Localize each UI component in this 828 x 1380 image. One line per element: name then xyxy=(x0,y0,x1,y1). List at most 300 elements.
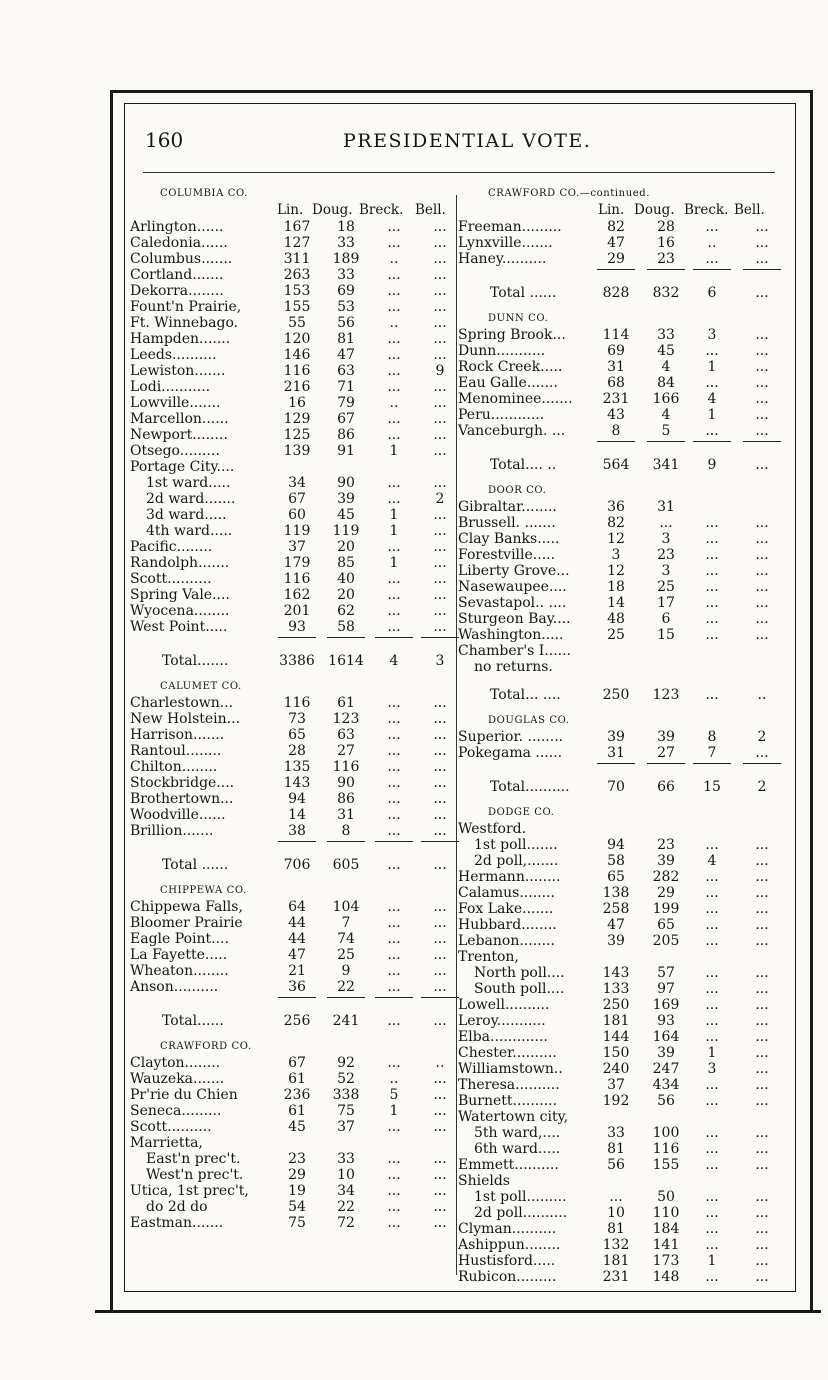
douglas-votes: 40 xyxy=(337,571,355,587)
douglas-votes: 338 xyxy=(332,1087,360,1103)
bell-votes: ... xyxy=(433,899,447,915)
bottom-rule xyxy=(95,1310,821,1313)
lincoln-votes: 93 xyxy=(288,619,306,635)
table-row xyxy=(130,1183,452,1199)
bell-votes: ... xyxy=(755,251,769,267)
bell-votes: ... xyxy=(433,931,447,947)
bell-votes: ... xyxy=(433,963,447,979)
douglas-votes: 45 xyxy=(337,507,355,523)
lincoln-votes: 258 xyxy=(602,901,630,917)
table-row xyxy=(130,695,452,711)
lincoln-votes: 828 xyxy=(602,285,630,301)
table-row xyxy=(458,547,778,563)
lincoln-votes: 3 xyxy=(611,547,621,563)
douglas-votes: 169 xyxy=(652,997,680,1013)
lincoln-votes: 45 xyxy=(288,1119,306,1135)
rule-line xyxy=(693,763,731,764)
lincoln-votes: 61 xyxy=(288,1071,306,1087)
place-name: West'n prec't. xyxy=(146,1167,244,1183)
breckinridge-votes: .. xyxy=(389,395,399,411)
breckinridge-votes: ... xyxy=(387,727,401,743)
table-row xyxy=(458,869,778,885)
place-name: Columbus....... xyxy=(130,251,233,267)
table-row xyxy=(130,491,452,507)
douglas-votes: 16 xyxy=(657,235,675,251)
douglas-votes: 141 xyxy=(652,1237,680,1253)
lincoln-votes: 55 xyxy=(288,315,306,331)
table-row xyxy=(130,363,452,379)
douglas-votes: 27 xyxy=(657,745,675,761)
place-name: Brothertown... xyxy=(130,791,234,807)
county-heading xyxy=(130,883,452,899)
column-header: Lin. xyxy=(277,202,304,218)
lincoln-votes: 236 xyxy=(283,1087,311,1103)
breckinridge-votes: ... xyxy=(387,1119,401,1135)
breckinridge-votes: ... xyxy=(705,343,719,359)
douglas-votes: 25 xyxy=(337,947,355,963)
douglas-votes: 31 xyxy=(657,499,675,515)
breckinridge-votes: 5 xyxy=(389,1087,399,1103)
place-name: Caledonia...... xyxy=(130,235,228,251)
bell-votes: ... xyxy=(433,427,447,443)
lincoln-votes: 94 xyxy=(288,791,306,807)
breckinridge-votes: ... xyxy=(387,1167,401,1183)
place-name: Leeds.......... xyxy=(130,347,217,363)
table-row xyxy=(130,791,452,807)
breckinridge-votes: ... xyxy=(387,931,401,947)
douglas-votes: 97 xyxy=(657,981,675,997)
place-name: Dunn........... xyxy=(458,343,546,359)
place-name: Dekorra........ xyxy=(130,283,224,299)
table-row xyxy=(458,1013,778,1029)
table-row xyxy=(130,1103,452,1119)
table-row xyxy=(458,853,778,869)
lincoln-votes: 181 xyxy=(602,1013,630,1029)
place-name: Haney.......... xyxy=(458,251,547,267)
rule-line xyxy=(278,637,316,638)
douglas-votes: 53 xyxy=(337,299,355,315)
douglas-votes: 71 xyxy=(337,379,355,395)
table-row xyxy=(458,1109,778,1125)
breckinridge-votes: ... xyxy=(387,603,401,619)
bell-votes: ... xyxy=(755,837,769,853)
breckinridge-votes: 1 xyxy=(707,359,717,375)
table-row xyxy=(458,563,778,579)
county-name: DOOR CO. xyxy=(488,485,547,496)
breckinridge-votes: ... xyxy=(387,347,401,363)
place-name: Clay Banks..... xyxy=(458,531,560,547)
table-row xyxy=(458,515,778,531)
place-name: Chamber's I...... xyxy=(458,643,572,659)
table-row xyxy=(458,579,778,595)
breckinridge-votes: ... xyxy=(387,363,401,379)
table-row xyxy=(458,885,778,901)
table-row xyxy=(458,1029,778,1045)
douglas-votes: 79 xyxy=(337,395,355,411)
place-name: Sturgeon Bay.... xyxy=(458,611,571,627)
table-row xyxy=(130,1087,452,1103)
lincoln-votes: 37 xyxy=(607,1077,625,1093)
lincoln-votes: 73 xyxy=(288,711,306,727)
breckinridge-votes: ... xyxy=(387,571,401,587)
breckinridge-votes: ... xyxy=(705,997,719,1013)
bell-votes: ... xyxy=(433,315,447,331)
lincoln-votes: 132 xyxy=(602,1237,630,1253)
douglas-votes: 116 xyxy=(652,1141,680,1157)
douglas-votes: 39 xyxy=(657,1045,675,1061)
douglas-votes: 86 xyxy=(337,427,355,443)
douglas-votes: 47 xyxy=(337,347,355,363)
breckinridge-votes: 6 xyxy=(707,285,717,301)
douglas-votes: 15 xyxy=(657,627,675,643)
douglas-votes: 166 xyxy=(652,391,680,407)
bell-votes: ... xyxy=(755,901,769,917)
breckinridge-votes: ... xyxy=(705,563,719,579)
rule-line xyxy=(327,997,365,998)
place-name: Eagle Point.... xyxy=(130,931,229,947)
place-name: Rubicon......... xyxy=(458,1269,557,1285)
table-row xyxy=(130,931,452,947)
place-name: La Fayette..... xyxy=(130,947,228,963)
lincoln-votes: 54 xyxy=(288,1199,306,1215)
lincoln-votes: 34 xyxy=(288,475,306,491)
county-name: DUNN CO. xyxy=(488,313,549,324)
douglas-votes: 90 xyxy=(337,475,355,491)
douglas-votes: 123 xyxy=(332,711,360,727)
table-row xyxy=(130,743,452,759)
place-name: Fount'n Prairie, xyxy=(130,299,242,315)
douglas-votes: 33 xyxy=(657,327,675,343)
rule-line xyxy=(375,637,413,638)
table-row xyxy=(458,595,778,611)
column-header: Doug. xyxy=(312,202,353,218)
lincoln-votes: 38 xyxy=(288,823,306,839)
bell-votes: ... xyxy=(433,711,447,727)
breckinridge-votes: ... xyxy=(387,619,401,635)
douglas-votes: 4 xyxy=(661,359,671,375)
douglas-votes: 116 xyxy=(332,759,360,775)
breckinridge-votes: ... xyxy=(705,1077,719,1093)
page-number: 160 xyxy=(145,128,184,152)
rule-line xyxy=(421,841,459,842)
lincoln-votes: 153 xyxy=(283,283,311,299)
lincoln-votes: 10 xyxy=(607,1205,625,1221)
column-header: Bell. xyxy=(415,202,446,218)
bell-votes: ... xyxy=(433,1071,447,1087)
total-row xyxy=(130,857,452,873)
county-heading xyxy=(130,1039,452,1055)
place-name: Utica, 1st prec't, xyxy=(130,1183,249,1199)
table-row xyxy=(458,627,778,643)
bell-votes: ... xyxy=(755,853,769,869)
rule-line xyxy=(597,763,635,764)
douglas-votes: 18 xyxy=(337,219,355,235)
place-name: Rantoul........ xyxy=(130,743,222,759)
douglas-votes: 148 xyxy=(652,1269,680,1285)
douglas-votes: 247 xyxy=(652,1061,680,1077)
table-row xyxy=(130,807,452,823)
breckinridge-votes: ... xyxy=(705,531,719,547)
place-name: Hubbard........ xyxy=(458,917,557,933)
breckinridge-votes: ... xyxy=(387,791,401,807)
place-name: 1st poll......... xyxy=(474,1189,567,1205)
rule-line xyxy=(597,269,635,270)
bell-votes: ... xyxy=(755,531,769,547)
breckinridge-votes: ... xyxy=(705,1093,719,1109)
breckinridge-votes: ... xyxy=(387,235,401,251)
douglas-votes: 39 xyxy=(657,729,675,745)
place-name: Cortland....... xyxy=(130,267,224,283)
rule-line xyxy=(743,763,781,764)
place-name: Pokegama ...... xyxy=(458,745,563,761)
county-heading xyxy=(458,713,778,729)
douglas-votes: 34 xyxy=(337,1183,355,1199)
bell-votes: ... xyxy=(755,1045,769,1061)
breckinridge-votes: ... xyxy=(705,579,719,595)
bell-votes: ... xyxy=(755,1253,769,1269)
place-name: Woodville...... xyxy=(130,807,226,823)
breckinridge-votes: .. xyxy=(389,251,399,267)
rule-line xyxy=(693,269,731,270)
bell-votes: ... xyxy=(433,347,447,363)
table-row xyxy=(458,1061,778,1077)
place-name: Ft. Winnebago. xyxy=(130,315,239,331)
bell-votes: ... xyxy=(755,997,769,1013)
breckinridge-votes: ... xyxy=(387,775,401,791)
breckinridge-votes: ... xyxy=(387,1199,401,1215)
breckinridge-votes: ... xyxy=(705,251,719,267)
douglas-votes: 67 xyxy=(337,411,355,427)
lincoln-votes: 19 xyxy=(288,1183,306,1199)
lincoln-votes: 139 xyxy=(283,443,311,459)
place-name: Nasewaupee.... xyxy=(458,579,567,595)
lincoln-votes: 68 xyxy=(607,375,625,391)
breckinridge-votes: 1 xyxy=(389,523,399,539)
breckinridge-votes: 1 xyxy=(707,1253,717,1269)
place-name: Seneca......... xyxy=(130,1103,222,1119)
breckinridge-votes: 1 xyxy=(389,1103,399,1119)
rule-line xyxy=(421,637,459,638)
table-row xyxy=(458,1157,778,1173)
breckinridge-votes: ... xyxy=(387,379,401,395)
breckinridge-votes: ... xyxy=(705,1269,719,1285)
place-name: Westford. xyxy=(458,821,527,837)
bell-votes: ... xyxy=(755,391,769,407)
lincoln-votes: 33 xyxy=(607,1125,625,1141)
place-name: Wauzeka....... xyxy=(130,1071,225,1087)
rule-line xyxy=(278,841,316,842)
table-row xyxy=(130,443,452,459)
lincoln-votes: 311 xyxy=(283,251,311,267)
douglas-votes: 56 xyxy=(657,1093,675,1109)
douglas-votes: 39 xyxy=(657,853,675,869)
bell-votes: ... xyxy=(433,219,447,235)
rule-line xyxy=(597,441,635,442)
lincoln-votes: 61 xyxy=(288,1103,306,1119)
table-row xyxy=(130,1135,452,1151)
douglas-votes: 9 xyxy=(341,963,351,979)
breckinridge-votes: 1 xyxy=(389,443,399,459)
bell-votes: ... xyxy=(433,979,447,995)
bell-votes: ... xyxy=(433,395,447,411)
place-name: Hampden....... xyxy=(130,331,231,347)
place-name: Stockbridge.... xyxy=(130,775,235,791)
lincoln-votes: 12 xyxy=(607,563,625,579)
breckinridge-votes: 1 xyxy=(707,1045,717,1061)
table-row xyxy=(130,379,452,395)
lincoln-votes: 18 xyxy=(607,579,625,595)
place-name: Emmett.......... xyxy=(458,1157,559,1173)
bell-votes: ... xyxy=(755,1125,769,1141)
place-name: 2d ward....... xyxy=(146,491,236,507)
bell-votes: ... xyxy=(433,823,447,839)
lincoln-votes: 162 xyxy=(283,587,311,603)
douglas-votes: 123 xyxy=(652,687,680,703)
page-title: PRESIDENTIAL VOTE. xyxy=(343,130,592,152)
douglas-votes: 23 xyxy=(657,837,675,853)
bell-votes: ... xyxy=(755,1205,769,1221)
place-name: Newport........ xyxy=(130,427,228,443)
place-name: Ashippun........ xyxy=(458,1237,561,1253)
place-name: Elba............. xyxy=(458,1029,548,1045)
place-name: Lowell.......... xyxy=(458,997,550,1013)
lincoln-votes: 23 xyxy=(288,1151,306,1167)
douglas-votes: 100 xyxy=(652,1125,680,1141)
bell-votes: ... xyxy=(433,759,447,775)
county-heading xyxy=(458,483,778,499)
bell-votes: .. xyxy=(757,687,767,703)
douglas-votes: 155 xyxy=(652,1157,680,1173)
bell-votes: ... xyxy=(433,1151,447,1167)
bell-votes: ... xyxy=(433,507,447,523)
bell-votes: ... xyxy=(433,947,447,963)
lincoln-votes: 81 xyxy=(607,1221,625,1237)
douglas-votes: 50 xyxy=(657,1189,675,1205)
bell-votes: ... xyxy=(755,457,769,473)
bell-votes: ... xyxy=(433,857,447,873)
breckinridge-votes: ... xyxy=(387,759,401,775)
breckinridge-votes: ... xyxy=(387,947,401,963)
place-name: Eau Galle....... xyxy=(458,375,558,391)
douglas-votes: 10 xyxy=(337,1167,355,1183)
bell-votes: ... xyxy=(433,695,447,711)
lincoln-votes: 114 xyxy=(602,327,630,343)
breckinridge-votes: ... xyxy=(705,965,719,981)
douglas-votes: 119 xyxy=(332,523,360,539)
bell-votes: ... xyxy=(755,579,769,595)
column-header: Breck. xyxy=(359,202,404,218)
county-name: CRAWFORD CO. xyxy=(160,1041,252,1052)
table-row xyxy=(130,459,452,475)
douglas-votes: 23 xyxy=(657,547,675,563)
breckinridge-votes: ... xyxy=(387,427,401,443)
table-row xyxy=(458,729,778,745)
table-row xyxy=(130,235,452,251)
breckinridge-votes: 15 xyxy=(703,779,721,795)
lincoln-votes: 144 xyxy=(602,1029,630,1045)
douglas-votes: 57 xyxy=(657,965,675,981)
bell-votes: ... xyxy=(433,1087,447,1103)
total-label: Total.... .. xyxy=(490,457,557,473)
table-row xyxy=(458,219,778,235)
douglas-votes: 6 xyxy=(661,611,671,627)
douglas-votes: ... xyxy=(659,515,673,531)
bell-votes: ... xyxy=(433,603,447,619)
douglas-votes: 20 xyxy=(337,539,355,555)
place-name: South poll.... xyxy=(474,981,565,997)
bell-votes: ... xyxy=(433,523,447,539)
table-row xyxy=(458,1237,778,1253)
lincoln-votes: 119 xyxy=(283,523,311,539)
breckinridge-votes: 4 xyxy=(389,653,399,669)
table-row xyxy=(458,235,778,251)
lincoln-votes: 58 xyxy=(607,853,625,869)
table-row xyxy=(458,1173,778,1189)
douglas-votes: 65 xyxy=(657,917,675,933)
lincoln-votes: 28 xyxy=(288,743,306,759)
place-name: Lodi........... xyxy=(130,379,211,395)
breckinridge-votes: ... xyxy=(387,475,401,491)
lincoln-votes: 75 xyxy=(288,1215,306,1231)
county-heading xyxy=(130,679,452,695)
breckinridge-votes: ... xyxy=(705,1237,719,1253)
douglas-votes: 69 xyxy=(337,283,355,299)
table-row xyxy=(458,611,778,627)
table-row xyxy=(130,331,452,347)
table-row xyxy=(130,603,452,619)
bell-votes: ... xyxy=(433,791,447,807)
bell-votes: ... xyxy=(755,1013,769,1029)
bell-votes: ... xyxy=(433,1119,447,1135)
bell-votes: ... xyxy=(433,775,447,791)
table-row xyxy=(130,427,452,443)
lincoln-votes: 82 xyxy=(607,515,625,531)
douglas-votes: 93 xyxy=(657,1013,675,1029)
table-row xyxy=(130,1151,452,1167)
bell-votes: ... xyxy=(433,1183,447,1199)
table-row xyxy=(458,1077,778,1093)
bell-votes: ... xyxy=(433,1103,447,1119)
douglas-votes: 184 xyxy=(652,1221,680,1237)
table-row xyxy=(458,1093,778,1109)
bell-votes: ... xyxy=(433,727,447,743)
table-row xyxy=(130,299,452,315)
rule-line xyxy=(375,841,413,842)
lincoln-votes: 25 xyxy=(607,627,625,643)
column-header: Doug. xyxy=(634,202,675,218)
breckinridge-votes: ... xyxy=(387,711,401,727)
breckinridge-votes: 1 xyxy=(389,555,399,571)
douglas-votes: 92 xyxy=(337,1055,355,1071)
breckinridge-votes: 1 xyxy=(707,407,717,423)
table-row xyxy=(458,359,778,375)
rule-line xyxy=(375,997,413,998)
table-row xyxy=(458,965,778,981)
rule-line xyxy=(743,269,781,270)
breckinridge-votes: ... xyxy=(705,901,719,917)
lincoln-votes: 135 xyxy=(283,759,311,775)
bell-votes: ... xyxy=(755,375,769,391)
bell-votes: ... xyxy=(755,547,769,563)
place-name: do 2d do xyxy=(146,1199,208,1215)
place-name: Spring Brook... xyxy=(458,327,566,343)
table-row xyxy=(458,423,778,439)
table-row xyxy=(130,759,452,775)
bell-votes: ... xyxy=(755,1093,769,1109)
bell-votes: ... xyxy=(755,1237,769,1253)
place-name: 1st poll....... xyxy=(474,837,558,853)
lincoln-votes: 31 xyxy=(607,359,625,375)
